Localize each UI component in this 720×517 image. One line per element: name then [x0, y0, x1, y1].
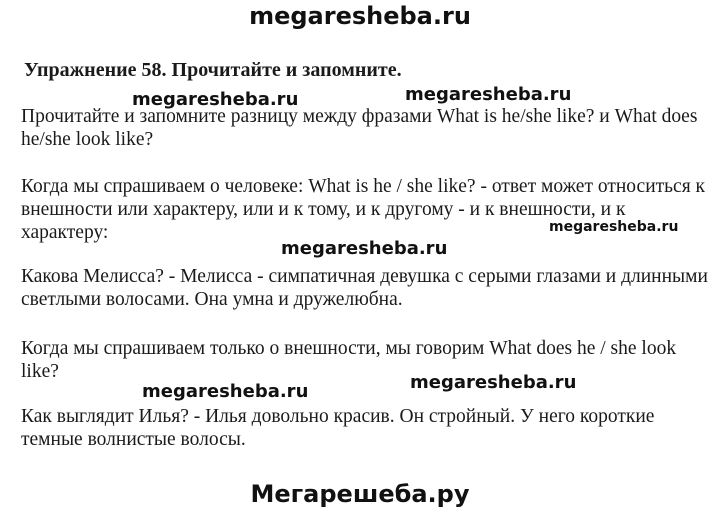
paragraph-what-is-like: Когда мы спрашиваем о человеке: What is he / she like? - ответ может относиться к внешности или характеру, или и к тому, и к другому - и к внешности, и к характеру: — [21, 176, 706, 243]
watermark-mid: megaresheba.ru — [142, 381, 309, 402]
watermark-mid: megaresheba.ru — [405, 84, 572, 105]
watermark-small: megaresheba.ru — [549, 219, 679, 235]
watermark-mid: megaresheba.ru — [410, 372, 577, 393]
watermark-bottom: Мегарешеба.ру — [250, 480, 470, 508]
watermark-mid: megaresheba.ru — [281, 238, 448, 259]
watermark-mid: megaresheba.ru — [132, 89, 299, 110]
paragraph-intro: Прочитайте и запомните разницу между фразами What is he/she like? и What does he/she look like? — [21, 106, 698, 150]
paragraph-look-like: Когда мы спрашиваем только о внешности, мы говорим What does he / she look like? — [21, 338, 677, 382]
paragraph-example-ilya: Как выглядит Илья? - Илья довольно красив. Он стройный. У него короткие темные волнистые волосы. — [21, 406, 655, 450]
paragraph-example-melissa: Какова Мелисса? - Мелисса - симпатичная девушка с серыми глазами и длинными светлыми волосами. Она умна и дружелюбна. — [21, 266, 708, 310]
exercise-heading: Упражнение 58. Прочитайте и запомните. — [24, 59, 402, 81]
watermark-top: megaresheba.ru — [249, 2, 471, 30]
